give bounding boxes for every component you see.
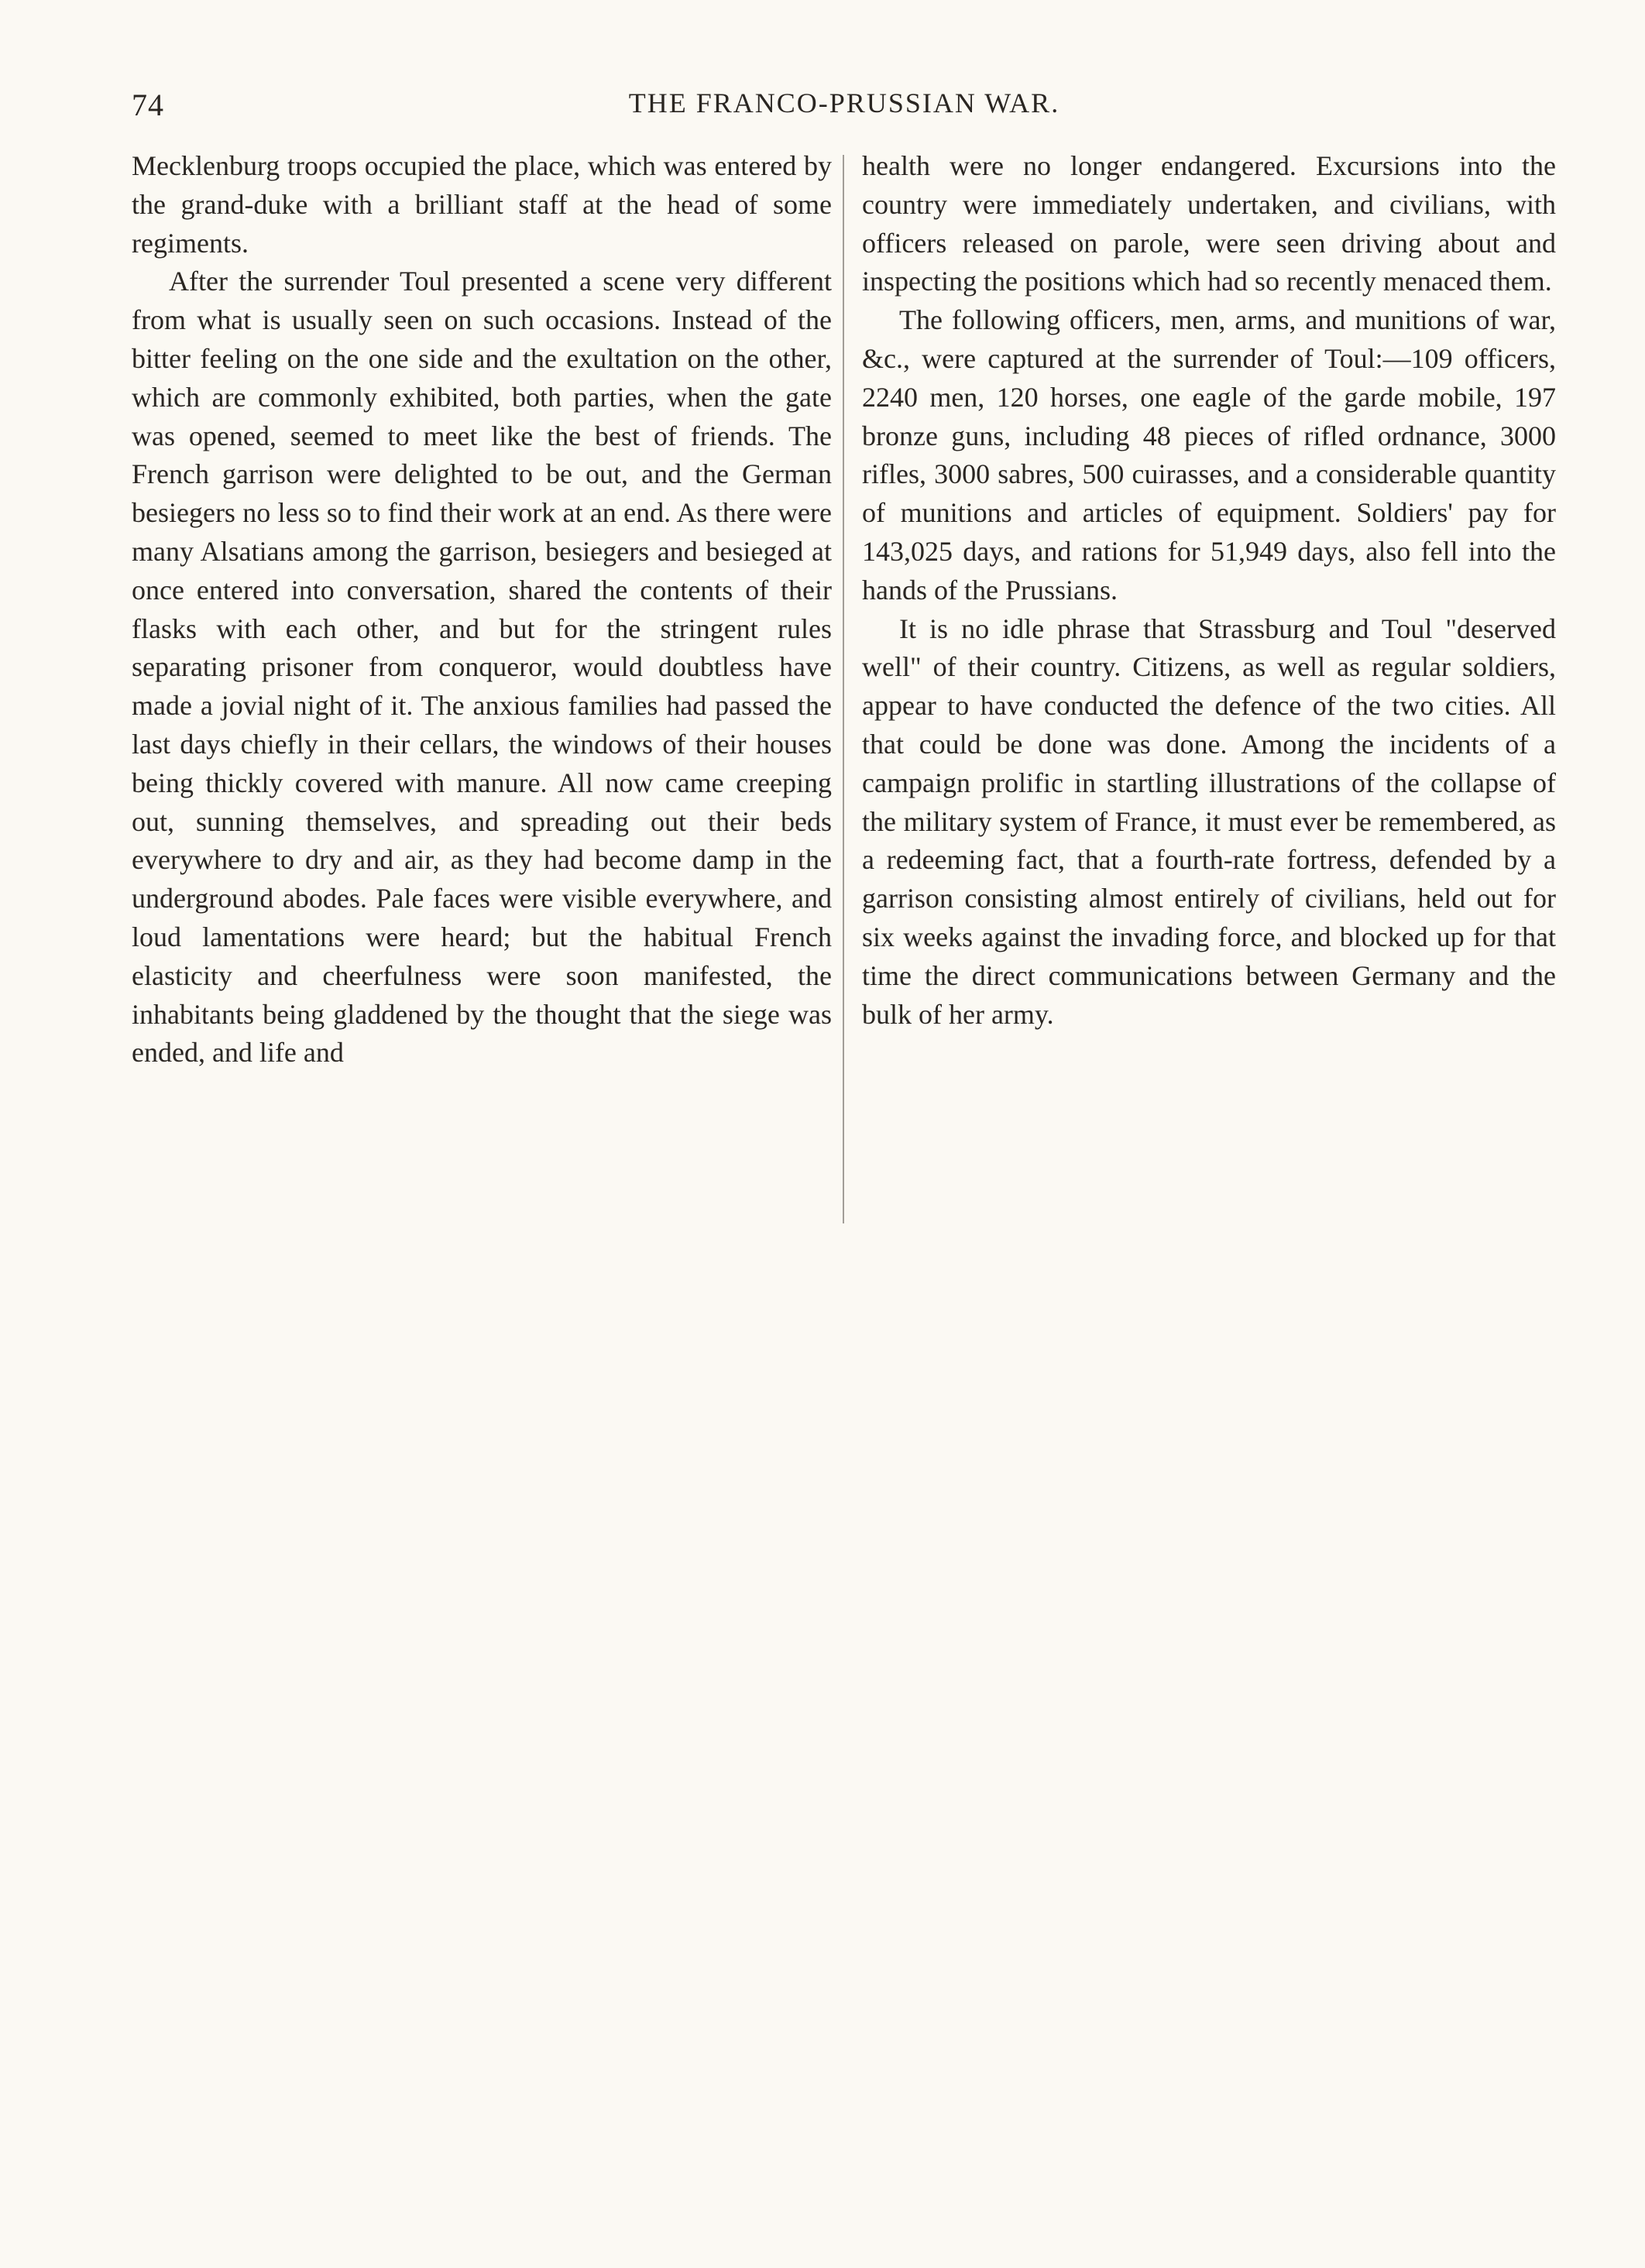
right-column — [862, 147, 1556, 1034]
paragraph: Mecklenburg troops occupied the place, which was entered by the grand-duke with a brilliant staff at the head of some regiments. — [132, 150, 832, 259]
paragraph: health were no longer endangered. Excursions into the country were immediately undertaken, and civilians, with officers released on parole, were seen driving about and inspecting the positions which had so recently menaced them. — [862, 150, 1556, 297]
page-number: 74 — [132, 87, 164, 122]
paragraph: After the surrender Toul presented a scene very different from what is usually seen on such occasions. Instead of the bitter feeling on the one side and the exultation on the other, which are commonly exhibited, both parties, when the gate was opened, seemed to meet like the best of friends. The French garrison were delighted to be out, and the German besiegers no less so to find their work at an end. As there were many Alsatians among the garrison, besiegers and besieged at once entered into conversation, shared the contents of their flasks with each other, and but for the stringent rules separating prisoner from conqueror, would doubtless have made a jovial night of it. The anxious families had passed the last days chiefly in their cellars, the windows of their houses being thickly covered with manure. All now came creeping out, sunning themselves, and spreading out their beds everywhere to dry and air, as they had become damp in the underground abodes. Pale faces were visible everywhere, and loud lamentations were heard; but the habitual French elasticity and cheerfulness were soon manifested, the inhabitants being gladdened by the thought that the siege was ended, and life and — [132, 266, 832, 1069]
paragraph: It is no idle phrase that Strassburg and Toul "deserved well" of their country. Citizens, as well as regular soldiers, appear to have conducted the defence of the two cities. All that could be done was done. Among the incidents of a campaign prolific in startling illustrations of the collapse of the military system of France, it must ever be remembered, as a redeeming fact, that a fourth-rate fortress, defended by a garrison consisting almost entirely of civilians, held out for six weeks against the invading force, and blocked up for that time the direct communications between Germany and the bulk of her army. — [862, 612, 1556, 1030]
left-column — [132, 147, 832, 1072]
paragraph: The following officers, men, arms, and munitions of war, &c., were captured at the surrender of Toul:—109 officers, 2240 men, 120 horses, one eagle of the garde mobile, 197 bronze guns, including 48 pieces of rifled ordnance, 3000 rifles, 3000 sabres, 500 cuirasses, and a considerable quantity of munitions and articles of equipment. Soldiers' pay for 143,025 days, and rations for 51,949 days, also fell into the hands of the Prussians. — [862, 304, 1556, 606]
running-title: THE FRANCO-PRUSSIAN WAR. — [628, 87, 1060, 118]
page-header — [132, 87, 1557, 125]
column-divider — [843, 155, 844, 1223]
